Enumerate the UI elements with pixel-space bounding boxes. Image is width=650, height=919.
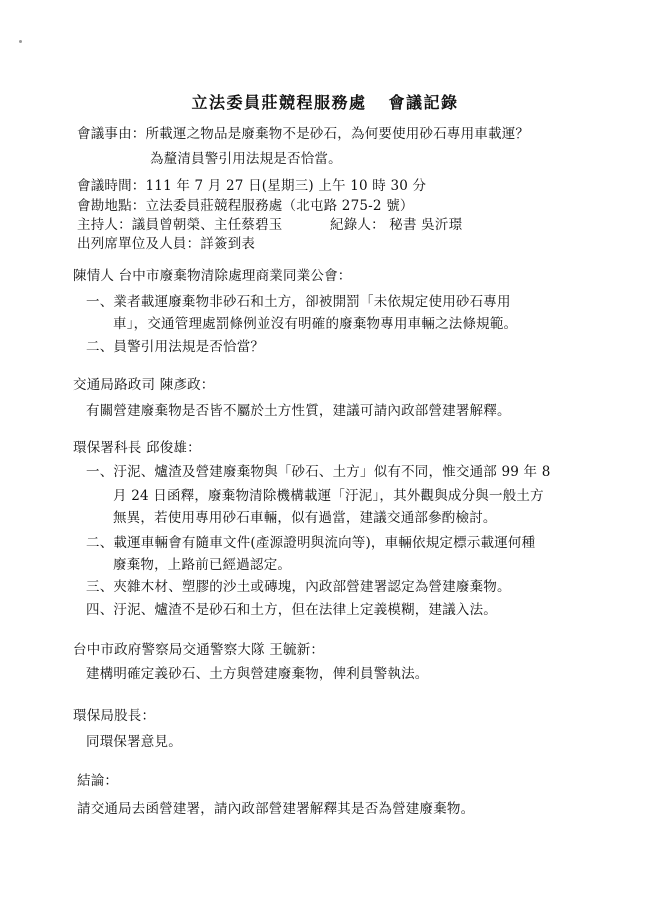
epa-item2-line1: 二、載運車輛會有隨車文件(產源證明與流向等)，車輛依規定標示載運何種 [86,535,536,551]
meeting-attendees: 出列席單位及人員：詳簽到表 [77,236,256,252]
title-kind: 會議記錄 [388,93,459,112]
traffic-bureau-text: 有關營建廢棄物是否皆不屬於土方性質，建議可請內政部營建署解釋。 [86,403,511,419]
meeting-recorder: 紀錄人： 秘書 吳沂璟 [330,217,463,233]
meeting-subject-line1: 會議事由：所載運之物品是廢棄物不是砂石，為何要使用砂石專用車載運？ [77,126,530,142]
meeting-place: 會勘地點：立法委員莊競程服務處（北屯路 275-2 號） [77,198,414,214]
document-title [0,90,650,113]
epa-item1-line1: 一、汙泥、爐渣及營建廢棄物與「砂石、土方」似有不同，惟交通部 99 年 8 [86,464,551,480]
petitioner-item1-line2: 車」，交通管理處罰條例並沒有明確的廢棄物專用車輛之法條規範。 [113,316,518,332]
conclusion-text: 請交通局去函營建署，請內政部營建署解釋其是否為營建廢棄物。 [77,801,475,817]
scan-speck [19,40,22,43]
petitioner-heading: 陳情人 台中市廢棄物清除處理商業同業公會： [73,268,352,284]
conclusion-heading: 結論： [77,773,119,789]
petitioner-item2: 二、員警引用法規是否恰當？ [86,339,265,355]
epa-heading: 環保署科長 邱俊雄： [73,440,201,456]
traffic-bureau-heading: 交通局路政司 陳彥政： [73,377,215,393]
env-bureau-text: 同環保署意見。 [86,734,182,750]
epa-item2-line2: 廢棄物，上路前已經過認定。 [113,557,292,573]
title-org: 立法委員莊競程服務處 [191,93,367,112]
meeting-time: 會議時間：111 年 7 月 27 日(星期三) 上午 10 時 30 分 [77,178,427,194]
meeting-chair: 主持人：議員曾朝榮、主任蔡碧玉 [77,217,283,233]
epa-item1-line2: 月 24 日函釋，廢棄物清除機構載運「汙泥」，其外觀與成分與一般土方 [113,488,544,504]
meeting-subject-line2: 為釐清員警引用法規是否恰當。 [150,151,342,167]
petitioner-item1-line1: 一、業者載運廢棄物非砂石和土方，卻被開罰「未依規定使用砂石專用 [86,294,511,310]
epa-item4: 四、汙泥、爐渣不是砂石和土方，但在法律上定義模糊，建議入法。 [86,602,497,618]
police-heading: 台中市政府警察局交通警察大隊 王毓新： [73,642,325,658]
epa-item1-line3: 無異，若使用專用砂石車輛，似有過當，建議交通部參酌檢討。 [113,510,497,526]
epa-item3: 三、夾雜木材、塑膠的沙土或磚塊，內政部營建署認定為營建廢棄物。 [86,579,511,595]
env-bureau-heading: 環保局股長： [73,708,156,724]
police-text: 建構明確定義砂石、土方與營建廢棄物，俾利員警執法。 [86,666,429,682]
